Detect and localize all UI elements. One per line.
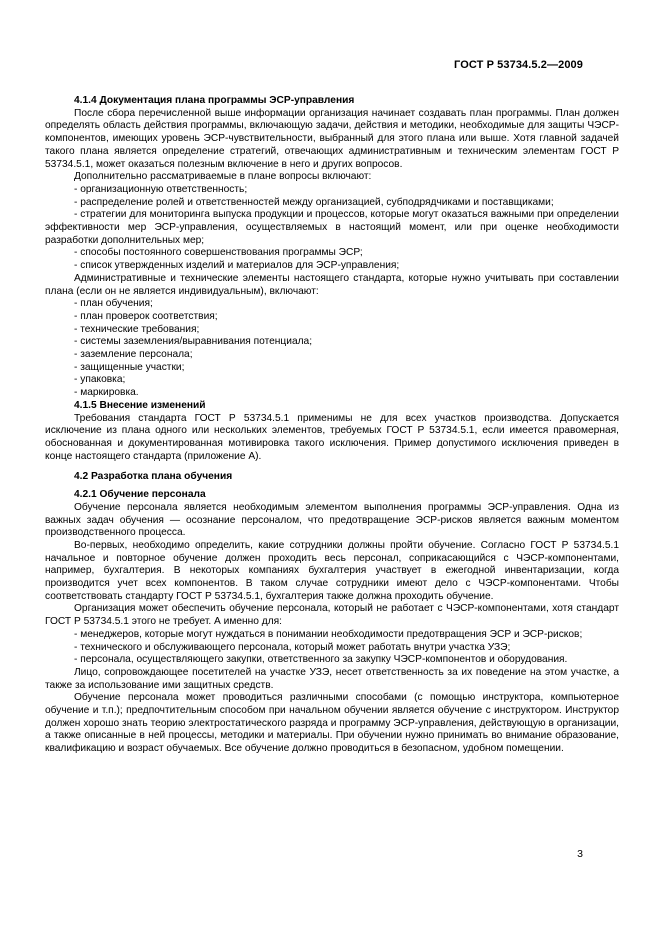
- paragraph: Обучение персонала может проводиться различными способами (с помощью инструктора, компьютерное обучение и т.п.); предпочтительным способом при начальном обучении является обучение с инструктором. Инструктор должен хорошо знать теорию электростатического разряда и программу ЭСР-управления, действующую в организации, а также описанные в ней процессы, методики и материалы. При обучении нужно принимать во внимание образование, квалификацию и возраст обучаемых. Все обучение должно проводиться в безопасном, удобном помещении.: [45, 692, 619, 755]
- section-heading: 4.2.1 Обучение персонала: [74, 489, 206, 501]
- paragraph: - заземление персонала;: [74, 349, 193, 361]
- paragraph: - план проверок соответствия;: [74, 310, 218, 322]
- paragraph: - менеджеров, которые могут нуждаться в понимании необходимости предотвращения ЭСР и ЭСР-рисков;: [74, 628, 583, 640]
- paragraph: - распределение ролей и ответственностей между организацией, субподрядчиками и поставщиками;: [74, 196, 554, 208]
- paragraph: - технические требования;: [74, 323, 200, 335]
- paragraph: - системы заземления/выравнивания потенциала;: [74, 336, 313, 348]
- paragraph: - защищенные участки;: [74, 361, 185, 373]
- page-number: 3: [577, 848, 583, 860]
- paragraph: - список утвержденных изделий и материалов для ЭСР-управления;: [74, 260, 400, 272]
- paragraph: Административные и технические элементы настоящего стандарта, которые нужно учитывать при составлении плана (если он не является индивидуальным), включают:: [45, 272, 619, 297]
- paragraph: - маркировка.: [74, 387, 139, 399]
- paragraph: - персонала, осуществляющего закупки, ответственного за закупку ЧЭСР-компонентов и оборудования.: [74, 654, 568, 666]
- document-id-header: ГОСТ Р 53734.5.2—2009: [454, 59, 583, 71]
- paragraph: - организационную ответственность;: [74, 183, 248, 195]
- paragraph: Обучение персонала является необходимым элементом выполнения программы ЭСР-управления. Одна из важных задач обучения — осознание персоналом, что предотвращение ЭСР-рисков является важным моментом производственного процесса.: [45, 501, 619, 539]
- paragraph: Требования стандарта ГОСТ Р 53734.5.1 применимы не для всех участков производства. Допускается исключение из плана одного или нескольких элементов, требуемых ГОСТ Р 53734.5.1, если имеется правомерная, обоснованная и документированная мотивировка такого исключения. Пример допустимого исключения приведен в конце настоящего стандарта (приложение А).: [45, 412, 619, 462]
- paragraph: - технического и обслуживающего персонала, который может работать внутри участка УЗЭ;: [74, 641, 511, 653]
- paragraph: - план обучения;: [74, 298, 153, 310]
- section-heading: 4.1.4 Документация плана программы ЭСР-управления: [74, 95, 355, 106]
- paragraph: - способы постоянного совершенствования программы ЭСР;: [74, 247, 363, 259]
- paragraph: Дополнительно рассматриваемые в плане вопросы включают:: [74, 171, 372, 183]
- paragraph: Во-первых, необходимо определить, какие сотрудники должны пройти обучение. Согласно ГОСТ Р 53734.5.1 начальное и повторное обучение должен проходить весь персонал, соприкасающийся с ЧЭСР-компонентами, например, бухгалтерия. В некоторых компаниях бухгалтерия участвует в ежегодной инвентаризации, когда производится учет всех компонентов. В таком случае сотрудники имеют дело с ЧЭСР-компонентами. Чтобы соответствовать стандарту ГОСТ Р 53734.5.1, бухгалтерия также должна проходить обучение.: [45, 539, 619, 602]
- paragraph: - стратегии для мониторинга выпуска продукции и процессов, которые могут оказаться важными при определении эффективности мер ЭСР-управления, осуществляемых в настоящий момент, или при оценке необходимости разработки дополнительных мер;: [45, 209, 619, 246]
- section-heading: 4.2 Разработка плана обучения: [74, 471, 233, 483]
- document-body: [45, 95, 619, 756]
- paragraph: После сбора перечисленной выше информации организация начинает создавать план программы. План должен определять область действия программы, включающую задачи, действия и методики, необходимые для защиты ЧЭСР-компонентов, имеющих уровень ЭСР-чувствительности, выбранный для этого плана или выше. Хотя главной задачей такого плана является определение стратегий, отвечающих административным и техническим элементам ГОСТ Р 53734.5.1, может оказаться полезным включение в него и других вопросов.: [45, 107, 619, 170]
- section-heading: 4.1.5 Внесение изменений: [74, 399, 206, 411]
- paragraph: Лицо, сопровождающее посетителей на участке УЗЭ, несет ответственность за их поведение на этом участке, а также за использование ими защитных средств.: [45, 666, 619, 691]
- paragraph: - упаковка;: [74, 374, 126, 386]
- paragraph: Организация может обеспечить обучение персонала, который не работает с ЧЭСР-компонентами, хотя стандарт ГОСТ Р 53734.5.1 этого не требует. А именно для:: [45, 603, 619, 628]
